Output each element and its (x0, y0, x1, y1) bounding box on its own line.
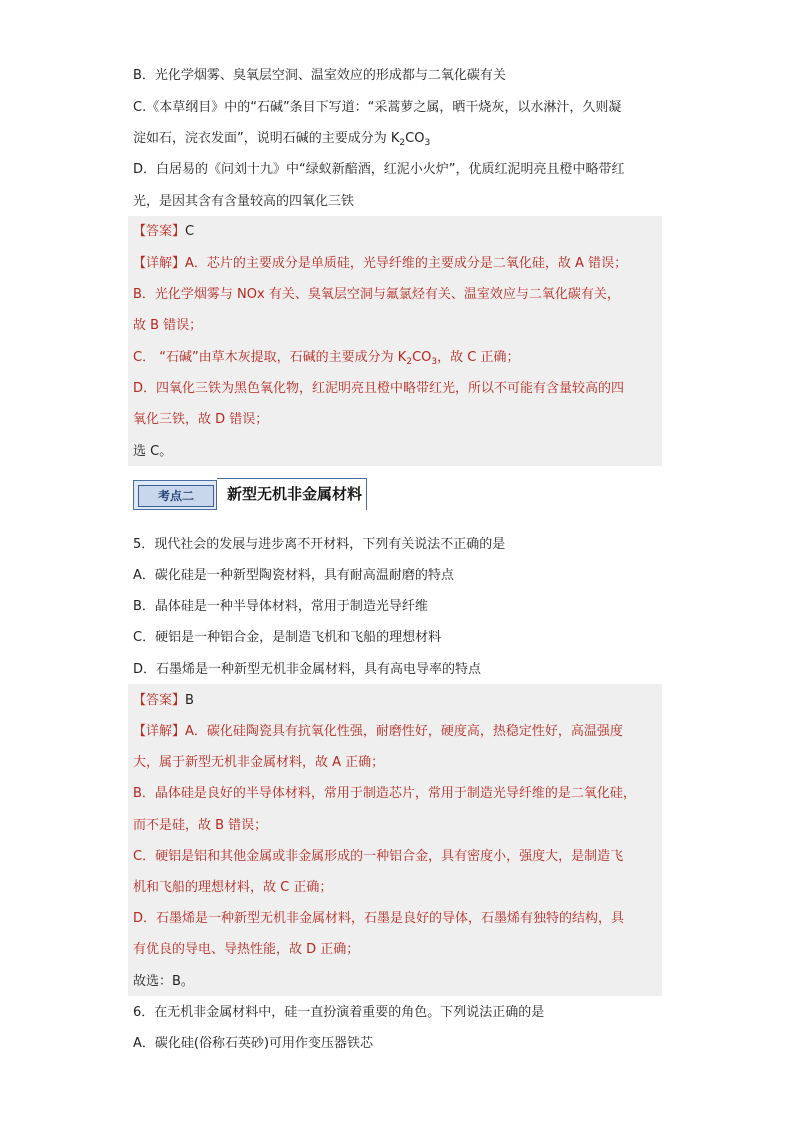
q4-option-c-mid: CO (405, 131, 425, 146)
q5-detail-d-line2: 有优良的导电、导热性能，故 D 正确； (133, 942, 360, 957)
q5-stem: 5．现代社会的发展与进步离不开材料，下列有关说法不正确的是 (133, 537, 506, 552)
q5-answer-value: B (185, 693, 194, 708)
q4-option-c-line1: C.《本草纲目》中的“石碱”条目下写道：“采蒿萝之属，晒干烧灰，以水淋汁，久则凝 (133, 100, 622, 115)
q4-detail-c-sub1: 2 (406, 357, 413, 367)
q4-detail-a-text: A．芯片的主要成分是单质硅，光导纤维的主要成分是二氧化硅，故 A 错误； (185, 256, 628, 271)
q5-answer (133, 691, 194, 711)
q5-detail-c-line2: 机和飞船的理想材料，故 C 正确； (133, 880, 333, 895)
q5-detail-tag: 【详解】 (133, 724, 186, 739)
q4-detail-d-line1: D．四氧化三铁为黑色氧化物，红泥明亮且橙中略带红光，所以不可能有含量较高的四 (133, 381, 625, 396)
q6-stem: 6．在无机非金属材料中，硅一直扮演着重要的角色。下列说法正确的是 (133, 1005, 545, 1020)
q5-detail-b-line2: 而不是硅，故 B 错误； (133, 818, 268, 833)
q4-conclusion: 选 C。 (133, 444, 173, 459)
q5-detail-b-line1: B．晶体硅是良好的半导体材料，常用于制造芯片，常用于制造光导纤维的是二氧化硅， (133, 786, 636, 801)
q4-answer-value: C (185, 224, 195, 239)
q4-detail-b-line2: 故 B 错误； (133, 318, 203, 333)
section-title-box (217, 478, 367, 510)
q4-answer (133, 222, 194, 242)
q4-detail-a (133, 254, 627, 274)
q4-option-c-sub1: 2 (399, 138, 406, 148)
q5-option-c: C．硬铝是一种铝合金，是制造飞机和飞船的理想材料 (133, 630, 442, 645)
q5-answer-tag: 【答案】 (133, 693, 186, 708)
q4-detail-c-post: ，故 C 正确； (437, 350, 520, 365)
q4-detail-c-sub2: 3 (431, 357, 438, 367)
q4-option-d-line1: D．白居易的《问刘十九》中“绿蚁新醅酒，红泥小火炉”，优质红泥明亮且橙中略带红 (133, 162, 625, 177)
q5-option-d: D．石墨烯是一种新型无机非金属材料，具有高电导率的特点 (133, 662, 482, 677)
q6-option-a: A．碳化硅(俗称石英砂)可用作变压器铁芯 (133, 1036, 374, 1051)
q4-detail-d-line2: 氧化三铁，故 D 错误； (133, 412, 269, 427)
q4-detail-c-mid: CO (412, 350, 432, 365)
q5-detail-a-line2: 大，属于新型无机非金属材料，故 A 正确； (133, 755, 385, 770)
section-label-box (133, 480, 217, 510)
q5-detail-a-line1 (133, 722, 623, 742)
section-title: 新型无机非金属材料 (227, 485, 363, 503)
q5-detail-a-text: A．碳化硅陶瓷具有抗氧化性强，耐磨性好，硬度高，热稳定性好，高温强度 (185, 724, 623, 739)
q5-option-b: B．晶体硅是一种半导体材料，常用于制造光导纤维 (133, 599, 428, 614)
q4-detail-tag: 【详解】 (133, 256, 186, 271)
q4-detail-b-line1: B．光化学烟雾与 NOx 有关、臭氧层空洞与氟氯烃有关、温室效应与二氧化碳有关， (133, 287, 620, 302)
q4-option-c-line2 (133, 129, 430, 153)
q4-option-b: B．光化学烟雾、臭氧层空洞、温室效应的形成都与二氧化碳有关 (133, 68, 506, 83)
q5-detail-c-line1: C．硬铝是铝和其他金属或非金属形成的一种铝合金，具有密度小，强度大，是制造飞 (133, 849, 624, 864)
q4-option-c-sub2: 3 (424, 138, 431, 148)
q4-detail-c (133, 348, 519, 372)
q4-answer-tag: 【答案】 (133, 224, 186, 239)
q4-option-c-text: 淀如石，浣衣发面”，说明石碱的主要成分为 K (133, 131, 400, 146)
section-label: 考点二 (138, 485, 214, 507)
q5-option-a: A．碳化硅是一种新型陶瓷材料，具有耐高温耐磨的特点 (133, 568, 454, 583)
q5-detail-d-line1: D．石墨烯是一种新型无机非金属材料，石墨是良好的导体，石墨烯有独特的结构，具 (133, 911, 625, 926)
q4-option-d-line2: 光，是因其含有含量较高的四氧化三铁 (133, 194, 355, 209)
q4-detail-c-text: C． “石碱”由草木灰提取，石碱的主要成分为 K (133, 350, 407, 365)
q5-conclusion: 故选：B。 (133, 974, 194, 989)
